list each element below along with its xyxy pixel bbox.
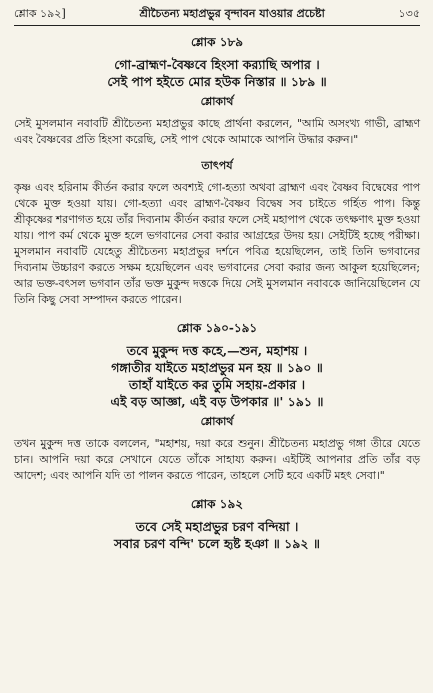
verse-191-line-2: এই বড় আজ্ঞা, এই বড় উপকার ॥' ১৯১ ॥ xyxy=(110,394,324,409)
verse-190-line-2: গঙ্গাতীর যাইতে মহাপ্রভুর মন হয় ॥ ১৯০ ॥ xyxy=(111,360,323,375)
running-header xyxy=(14,5,420,24)
purport-189: কৃষ্ণ এবং হরিনাম কীর্তন করার ফলে অবশ্যই গো-হত্যা অথবা ব্রাহ্মণ এবং বৈষ্ণব বিদ্বেষের পাপ থেকে মুক্ত হওয়া যায়। গো-হত্যা এবং ব্রাহ্মণ-বৈষ্ণব বিদ্বেষ সব চাইতে গর্হিত পাপ। কিন্তু শ্রীকৃষ্ণের শরণাগত হয়ে তাঁর দিব্যনাম কীর্তন করার ফলে সেই মহাপাপ থেকে তৎক্ষণাৎ মুক্ত হওয়া যায়। পাপ কর্ম থেকে মুক্ত হলে ভগবানের সেবা করার আগ্রহের উদয় হয়। সেইটিই হচ্ছে পরীক্ষা। মুসলমান নবাবটি যেহেতু শ্রীচৈতন্য মহাপ্রভুর দর্শনে পবিত্র হয়েছিলেন, তাই তিনি ভগবানের দিব্যনাম উচ্চারণ করতে সক্ষম হয়েছিলেন এবং ভগবানের সেবা করার জন্য আকুল হয়েছিলেন; আর ভক্ত-বৎসল ভগবান তাঁর ভক্ত মুকুন্দ দত্তকে দিয়ে সেই মুসলমান নবাবকে জানিয়েছিলেন যে তিনি কিছু সেবা সম্পাদন করতে পারেন। xyxy=(14,181,420,306)
translation-label-190: শ্লোকার্থ xyxy=(200,415,234,428)
verse-192-line-2: সবার চরণ বন্দি' চলে হৃষ্ট হঞা ॥ ১৯২ ॥ xyxy=(114,536,320,551)
verse-190-line-1: তবে মুকুন্দ দত্ত কহে,—শুন, মহাশয় । xyxy=(126,343,308,358)
page-number: ১৩৫ xyxy=(398,7,420,20)
header-rule xyxy=(14,25,420,26)
verse-label-192: শ্লোক ১৯২ xyxy=(190,497,244,511)
verse-192-line-1: তবে সেই মহাপ্রভুর চরণ বন্দিয়া । xyxy=(135,519,299,534)
header-verse-ref: শ্লোক ১৯২] xyxy=(14,7,66,20)
translation-189: সেই মুসলমান নবাবটি শ্রীচৈতন্য মহাপ্রভুর কাছে প্রার্থনা করলেন, "আমি অসংখ্য গাভী, ব্রাহ্মণ এবং বৈষ্ণবের প্রতি হিংসা করেছি, সেই পাপ থেকে আমাকে আপনি উদ্ধার করুন।" xyxy=(14,117,420,146)
verse-191-line-1: তাহাঁ যাইতে কর তুমি সহায়-প্রকার । xyxy=(128,377,306,392)
purport-label-189: তাৎপর্য xyxy=(201,159,233,172)
verse-189-line-2: সেই পাপ হইতে মোর হউক নিস্তার ॥ ১৮৯ ॥ xyxy=(107,74,327,89)
translation-label-189: শ্লোকার্থ xyxy=(200,95,234,108)
verse-189-line-1: গো-ব্রাহ্মণ-বৈষ্ণবে হিংসা কর‍্যাছি অপার । xyxy=(114,57,320,72)
translation-190-191: তখন মুকুন্দ দত্ত তাকে বললেন, "মহাশয়, দয়া করে শুনুন। শ্রীচৈতন্য মহাপ্রভু গঙ্গা তীরে যেতে চান। আপনি দয়া করে সেখানে যেতে তাঁকে সাহায্য করুন। এইটিই আপনার প্রতি তাঁর বড় আদেশ; এবং আপনি যদি তা পালন করতে পারেন, তাহলে সেটি হবে একটি মহৎ সেবা।" xyxy=(14,437,420,482)
header-chapter-title: শ্রীচৈতন্য মহাপ্রভুর বৃন্দাবন যাওয়ার প্রচেষ্টা xyxy=(139,7,325,20)
verse-label-189: শ্লোক ১৮৯ xyxy=(190,35,244,49)
verse-label-190-191: শ্লোক ১৯০-১৯১ xyxy=(176,321,258,335)
